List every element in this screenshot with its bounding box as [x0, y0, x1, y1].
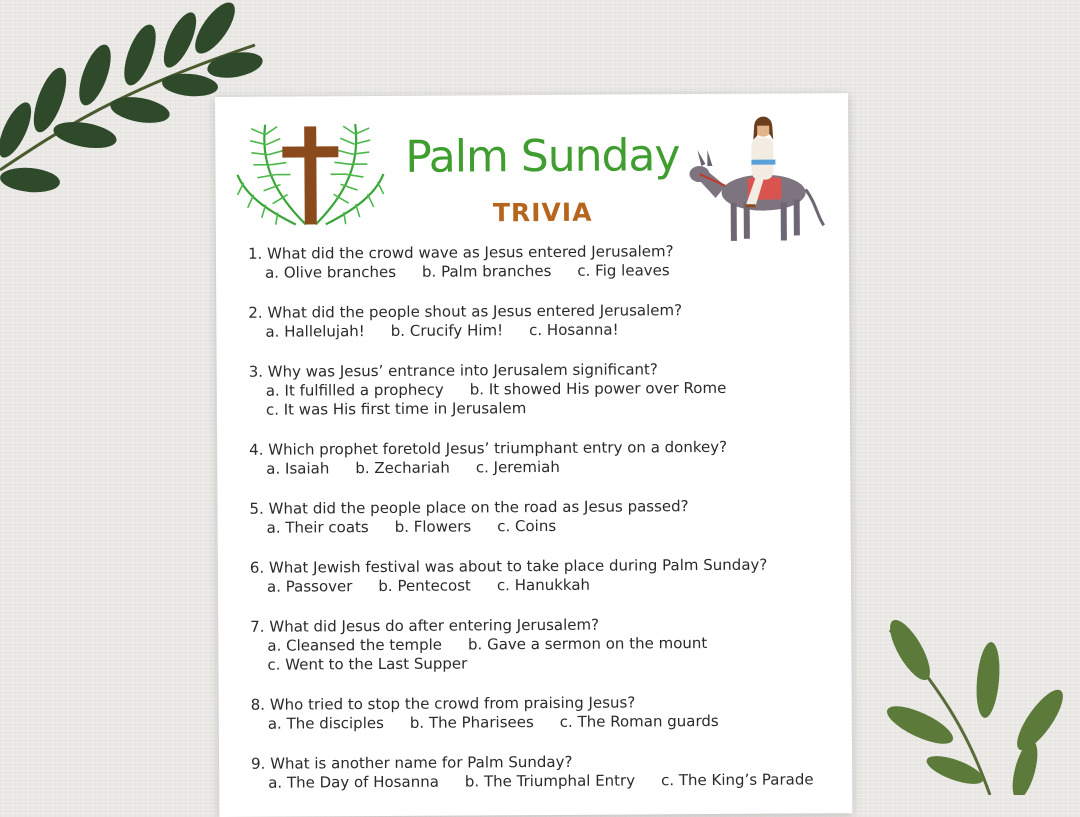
option-b: b. Gave a sermon on the mount — [467, 634, 708, 654]
question-number: 6. — [249, 558, 265, 577]
question-number: 8. — [250, 695, 266, 714]
jesus-on-donkey-icon — [685, 107, 831, 253]
option-b: b. Palm branches — [421, 261, 552, 281]
option-c: c. Coins — [497, 516, 557, 536]
question-6 — [250, 555, 830, 597]
question-list — [248, 241, 831, 814]
question-number: 2. — [248, 303, 263, 322]
option-a: a. Passover — [266, 577, 353, 596]
option-c: c. Hosanna! — [529, 320, 619, 340]
question-4 — [249, 437, 829, 479]
option-b: b. The Pharisees — [409, 713, 534, 732]
option-b: b. It showed His power over Rome — [469, 378, 727, 399]
option-c: c. The King’s Parade — [661, 770, 814, 790]
option-a: a. Isaiah — [266, 459, 330, 478]
question-number: 5. — [249, 499, 264, 518]
option-b: b. Flowers — [394, 517, 472, 536]
trivia-worksheet — [215, 93, 852, 817]
question-number: 4. — [249, 440, 264, 459]
option-b: b. Pentecost — [378, 576, 471, 596]
question-text: What is another name for Palm Sunday? — [270, 752, 573, 773]
option-a: a. It fulfilled a prophecy — [265, 380, 444, 400]
question-1 — [248, 241, 828, 283]
question-3 — [249, 359, 829, 420]
option-a: a. Olive branches — [265, 262, 397, 282]
palm-cross-icon — [235, 114, 386, 235]
question-number: 7. — [250, 617, 265, 636]
option-a: a. The disciples — [267, 713, 384, 733]
question-text: What did Jesus do after entering Jerusalem? — [269, 615, 600, 636]
question-text: What did the people shout as Jesus entered Jerusalem? — [267, 301, 683, 322]
option-b: b. The Triumphal Entry — [464, 771, 636, 791]
page-subtitle: TRIVIA — [492, 197, 593, 228]
option-b: b. Zechariah — [355, 458, 450, 478]
question-text: What did the crowd wave as Jesus entered Jerusalem? — [266, 242, 674, 263]
question-5 — [249, 496, 829, 538]
page-title: Palm Sunday — [405, 130, 680, 183]
question-text: Who tried to stop the crowd from praising Jesus? — [269, 693, 636, 714]
question-text: Why was Jesus’ entrance into Jerusalem significant? — [267, 360, 658, 381]
option-a: a. The Day of Hosanna — [268, 772, 439, 792]
question-number: 3. — [248, 362, 264, 381]
option-a: a. Hallelujah! — [265, 322, 365, 341]
question-text: What Jewish festival was about to take place during Palm Sunday? — [268, 555, 768, 577]
option-c: c. Went to the Last Supper — [267, 654, 468, 674]
option-c: c. Jeremiah — [475, 457, 560, 477]
question-number: 9. — [251, 754, 266, 773]
question-7 — [250, 614, 830, 675]
question-text: Which prophet foretold Jesus’ triumphant entry on a donkey? — [268, 437, 728, 459]
question-number: 1. — [247, 244, 263, 263]
option-c: c. Fig leaves — [577, 261, 670, 280]
option-c: c. Hanukkah — [496, 575, 591, 595]
option-a: a. Cleansed the temple — [267, 635, 443, 655]
olive-branch-icon — [860, 620, 1080, 795]
question-text: What did the people place on the road as Jesus passed? — [268, 497, 689, 518]
question-8 — [251, 692, 831, 734]
option-a: a. Their coats — [266, 518, 369, 537]
question-9 — [251, 751, 831, 793]
option-b: b. Crucify Him! — [390, 321, 504, 340]
option-c: c. The Roman guards — [559, 711, 719, 731]
question-2 — [248, 300, 828, 342]
option-c: c. It was His first time in Jerusalem — [265, 399, 527, 419]
